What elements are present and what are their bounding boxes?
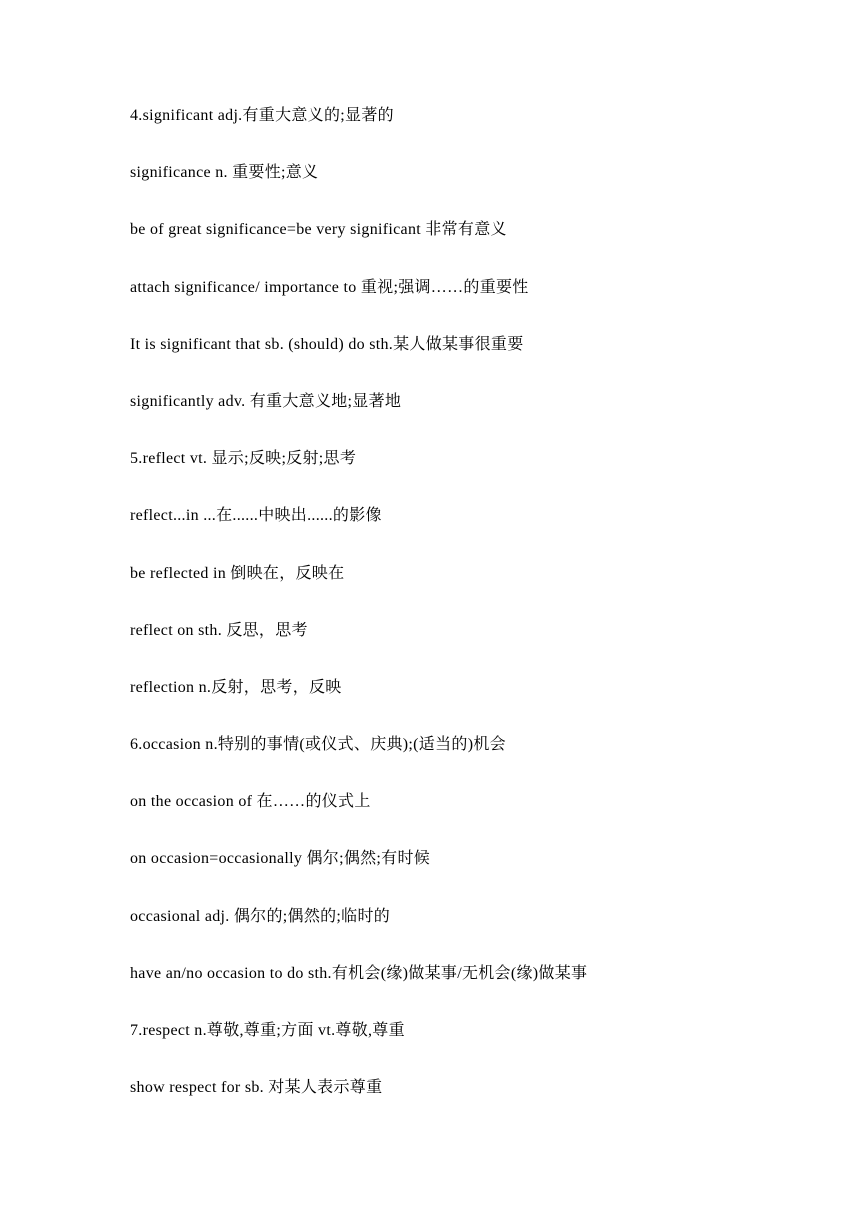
- vocab-line: 6.occasion n.特别的事情(或仪式、庆典);(适当的)机会: [130, 736, 506, 754]
- vocab-line: reflection n.反射，思考，反映: [130, 678, 342, 696]
- vocab-line: 4.significant adj.有重大意义的;显著的: [130, 107, 394, 124]
- vocab-line: be of great significance=be very significant 非常有意义: [130, 221, 507, 239]
- vocab-line: significance n. 重要性;意义: [130, 164, 319, 182]
- vocab-line: reflect...in ...在......中映出......的影像: [130, 507, 382, 525]
- vocab-line: reflect on sth. 反思，思考: [130, 621, 308, 639]
- vocab-line: attach significance/ importance to 重视;强调……的重要性: [130, 278, 529, 296]
- vocab-line: occasional adj. 偶尔的;偶然的;临时的: [130, 907, 391, 925]
- vocab-line: on occasion=occasionally 偶尔;偶然;有时候: [130, 850, 431, 868]
- vocab-line: on the occasion of 在……的仪式上: [130, 793, 371, 811]
- vocabulary-list: [130, 104, 830, 1133]
- vocab-line: 7.respect n.尊敬,尊重;方面 vt.尊敬,尊重: [130, 1022, 405, 1039]
- vocab-line: have an/no occasion to do sth.有机会(缘)做某事/无机会(缘)做某事: [130, 964, 588, 982]
- vocab-line: significantly adv. 有重大意义地;显著地: [130, 392, 402, 410]
- vocab-line: It is significant that sb. (should) do sth.某人做某事很重要: [130, 335, 524, 353]
- vocab-line: 5.reflect vt. 显示;反映;反射;思考: [130, 450, 357, 468]
- vocab-line: be reflected in 倒映在，反映在: [130, 564, 345, 582]
- vocab-line: show respect for sb. 对某人表示尊重: [130, 1079, 383, 1097]
